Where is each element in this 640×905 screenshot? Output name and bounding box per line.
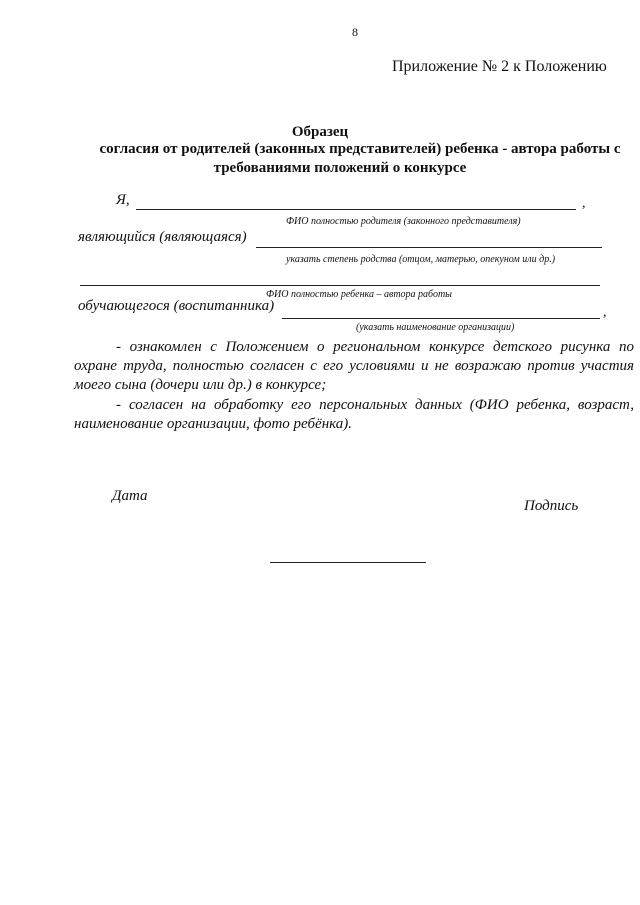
organization-line[interactable] [282,318,600,319]
comma-2: , [603,305,607,320]
organization-hint: (указать наименование организации) [356,322,515,333]
child-name-line[interactable] [80,285,600,286]
document-subtitle-line1: согласия от родителей (законных представителей) ребенка - автора работы с [99,141,621,157]
date-label: Дата [112,488,148,504]
consent-paragraph-2-text: - согласен на обработку его персональных данных (ФИО ребенка, возраст, наименование организации, фото ребёнка). [74,397,634,432]
document-subtitle-line2: требованиями положений о конкурсе [213,160,467,176]
appendix-heading: Приложение № 2 к Положению [392,58,607,75]
page-number: 8 [352,25,358,39]
student-label: обучающегося (воспитанника) [78,298,275,314]
document-title: Образец [291,124,349,140]
consent-paragraph-2 [74,396,634,434]
relation-line[interactable] [256,247,602,248]
parent-name-line[interactable] [136,209,576,210]
comma-1: , [582,196,586,211]
relation-hint: указать степень родства (отцом, матерью, опекуном или др.) [286,254,556,265]
parent-name-hint: ФИО полностью родителя (законного представителя) [286,216,521,227]
child-name-hint: ФИО полностью ребенка – автора работы [266,289,452,300]
consent-paragraph-1-text: - ознакомлен с Положением о региональном конкурсе детского рисунка по охране труда, полностью согласен с его условиями и не возражаю против участия моего сына (дочери или др.) в конкурсе; [74,339,634,393]
consent-paragraph-1 [74,338,634,395]
bottom-separator-line [270,562,426,563]
i-label: Я, [116,192,130,208]
signature-label: Подпись [524,498,579,514]
being-label: являющийся (являющаяся) [78,229,247,245]
